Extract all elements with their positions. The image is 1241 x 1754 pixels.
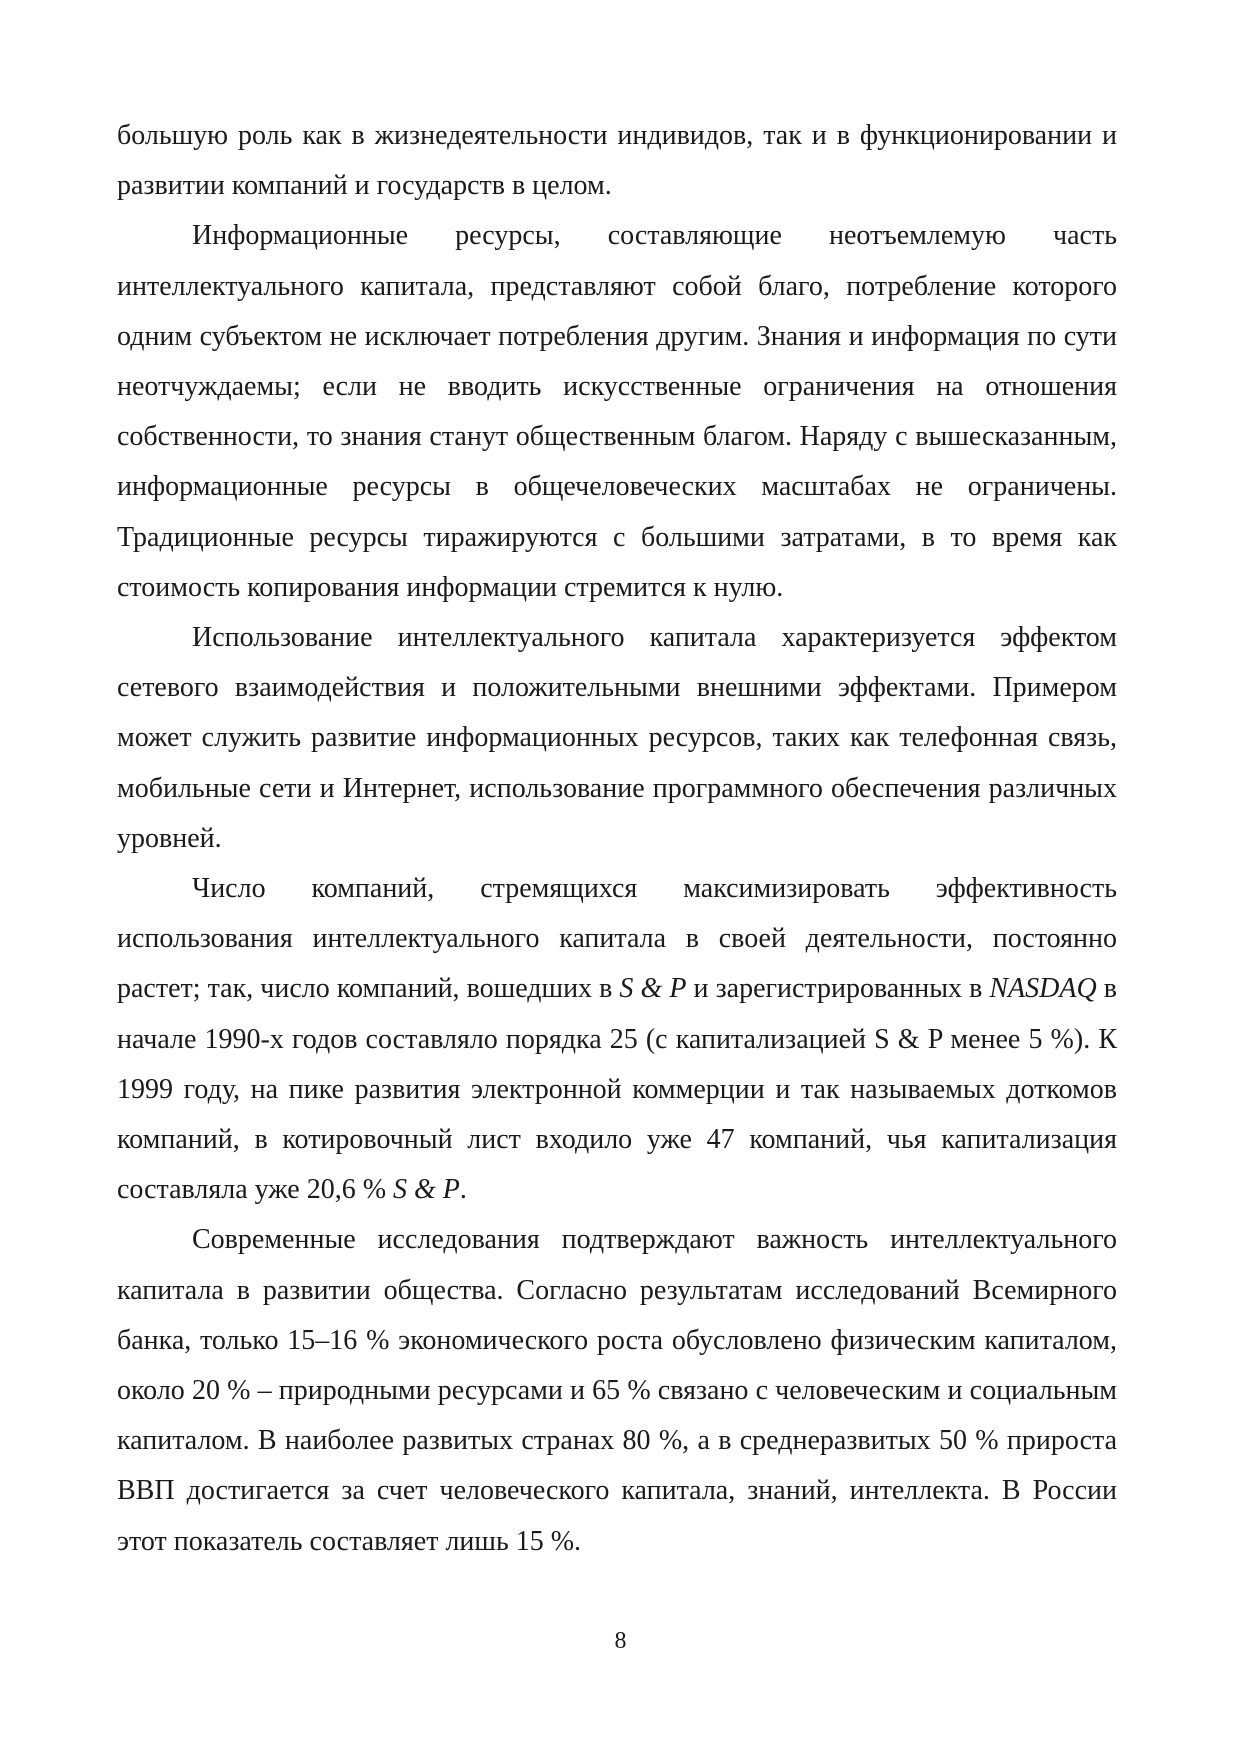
paragraph-4-nasdaq: NASDAQ: [989, 973, 1097, 1005]
page-number: 8: [614, 1628, 627, 1654]
body-text: [117, 111, 1117, 1567]
paragraph-5: [117, 1215, 1117, 1566]
paragraph-1-text: большую роль как в жизнедеятельности индивидов, так и в функционировании и развитии компаний и государств в целом.: [117, 120, 1117, 202]
paragraph-2: [117, 211, 1117, 613]
paragraph-4-sp-1: S & P: [619, 973, 687, 1005]
paragraph-4-part-4: .: [459, 1174, 467, 1206]
paragraph-5-text: Современные исследования подтверждают важность интеллектуального капитала в развитии общества. Согласно результатам исследований Всемирного банка, только 15–16 % экономического роста обусловлено физическим капиталом, около 20 % – природными ресурсами и 65 % связано с человеческим и социальным капиталом. В наиболее развитых странах 80 %, а в среднеразвитых 50 % прироста ВВП достигается за счет человеческого капитала, знаний, интеллекта. В России этот показатель составляет лишь 15 %.: [117, 1224, 1117, 1557]
paragraph-4-part-3: в начале 1990-х годов составляло порядка 25 (с капитализацией S & P менее 5 %). К 1999 году, на пике развития электронной коммерции и так называемых доткомов компаний, в котировочный лист входило уже 47 компаний, чья капитализация составляла уже 20,6 %: [117, 973, 1117, 1206]
paragraph-4-sp-2: S & P: [393, 1174, 460, 1206]
paragraph-2-text: Информационные ресурсы, составляющие неотъемлемую часть интеллектуального капитала, представляют собой благо, потребление которого одним субъектом не исключает потребления другим. Знания и информация по сути неотчуждаемы; если не вводить искусственные ограничения на отношения собственности, то знания станут общественным благом. Наряду с вышесказанным, информационные ресурсы в общечеловеческих масштабах не ограничены. Традиционные ресурсы тиражируются с большими затратами, в то время как стоимость копирования информации стремится к нулю.: [117, 220, 1117, 603]
paragraph-4-part-1: Число компаний, стремящихся максимизировать эффективность использования интеллектуального капитала в своей деятельности, постоянно растет; так, число компаний, вошедших в: [117, 873, 1117, 1005]
paragraph-1: [117, 111, 1117, 211]
paragraph-4-part-2: и зарегистрированных в: [686, 973, 990, 1005]
paragraph-3-text: Использование интеллектуального капитала характеризуется эффектом сетевого взаимодействия и положительными внешними эффектами. Примером может служить развитие информационных ресурсов, таких как телефонная связь, мобильные сети и Интернет, использование программного обеспечения различных уровней.: [117, 622, 1117, 854]
paragraph-3: [117, 613, 1117, 864]
paragraph-4: [117, 864, 1117, 1215]
